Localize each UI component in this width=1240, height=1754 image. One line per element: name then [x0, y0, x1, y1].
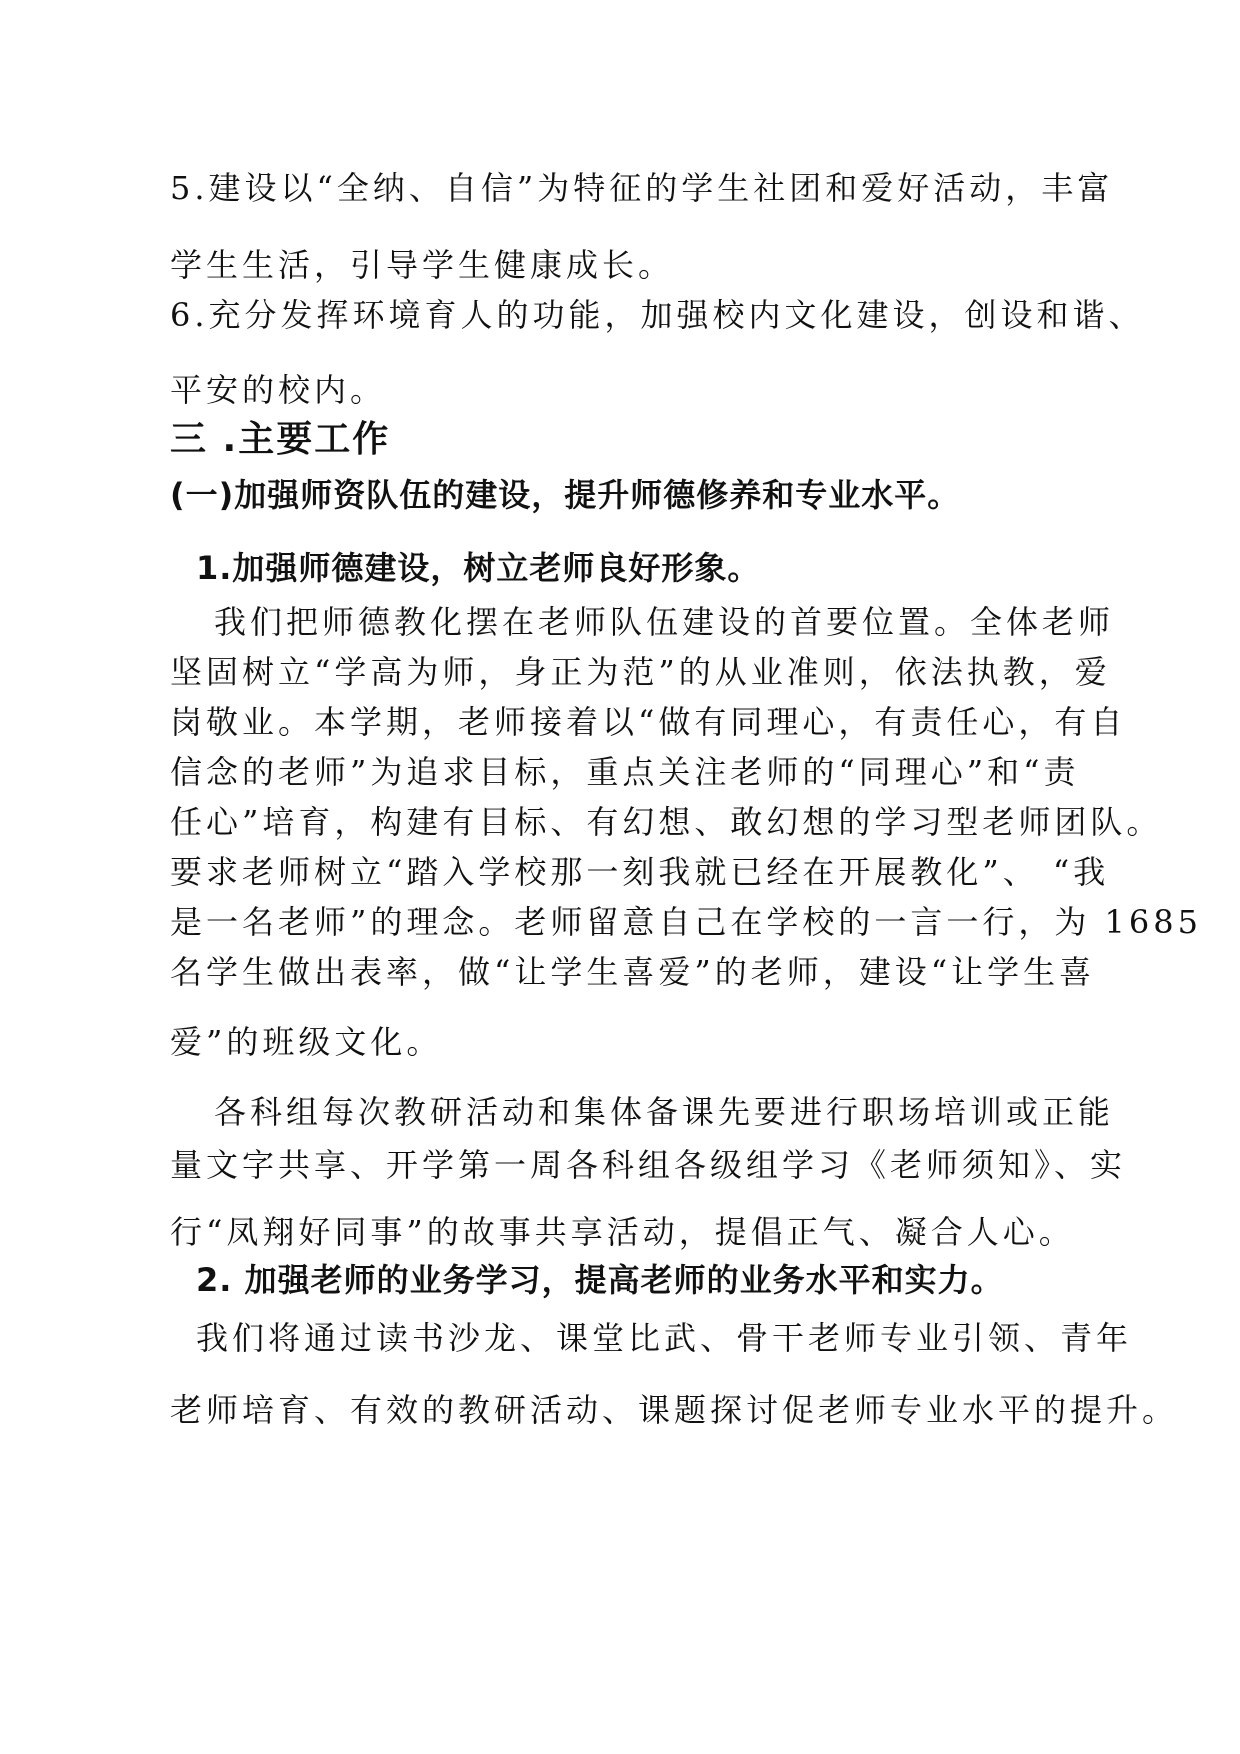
paragraph-line: 岗敬业。本学期，老师接着以“做有同理心，有责任心，有自 — [170, 703, 1127, 741]
paragraph-line: 爱”的班级文化。 — [170, 1023, 443, 1061]
paragraph-line: 学生生活，引导学生健康成长。 — [170, 246, 675, 284]
paragraph-line: 我们把师德教化摆在老师队伍建设的首要位置。全体老师 — [214, 603, 1115, 641]
paragraph-line: 我们将通过读书沙龙、课堂比武、骨干老师专业引领、青年 — [196, 1319, 1133, 1357]
paragraph-line: 6.充分发挥环境育人的功能，加强校内文化建设，创设和谐、 — [170, 296, 1145, 334]
paragraph-line: 量文字共享、开学第一周各科组各级组学习《老师须知》、实 — [170, 1146, 1127, 1184]
paragraph-line: 行“凤翔好同事”的故事共享活动，提倡正气、凝合人心。 — [170, 1213, 1075, 1251]
paragraph-line: 要求老师树立“踏入学校那一刻我就已经在开展教化”、 “我 — [170, 853, 1110, 891]
paragraph-line: 5.建设以“全纳、自信”为特征的学生社团和爱好活动，丰富 — [170, 169, 1114, 207]
paragraph-line: 平安的校内。 — [170, 371, 387, 409]
subsubsection-heading: 2. 加强老师的业务学习，提高老师的业务水平和实力。 — [196, 1261, 1004, 1299]
paragraph-line: 信念的老师”为追求目标，重点关注老师的“同理心”和“责 — [170, 753, 1080, 791]
paragraph-line: 任心”培育，构建有目标、有幻想、敢幻想的学习型老师团队。 — [170, 803, 1163, 841]
section-heading: 三 .主要工作 — [170, 419, 391, 460]
subsubsection-heading: 1.加强师德建设，树立老师良好形象。 — [196, 549, 761, 587]
paragraph-line: 坚固树立“学高为师，身正为范”的从业准则，依法执教，爱 — [170, 653, 1111, 691]
paragraph-line: 是一名老师”的理念。老师留意自己在学校的一言一行，为 1685 — [170, 903, 1202, 941]
paragraph-line: 名学生做出表率，做“让学生喜爱”的老师，建设“让学生喜 — [170, 953, 1096, 991]
subsection-heading: (一)加强师资队伍的建设，提升师德修养和专业水平。 — [170, 476, 961, 514]
paragraph-line: 老师培育、有效的教研活动、课题探讨促老师专业水平的提升。 — [170, 1391, 1179, 1429]
paragraph-line: 各科组每次教研活动和集体备课先要进行职场培训或正能 — [214, 1093, 1115, 1131]
